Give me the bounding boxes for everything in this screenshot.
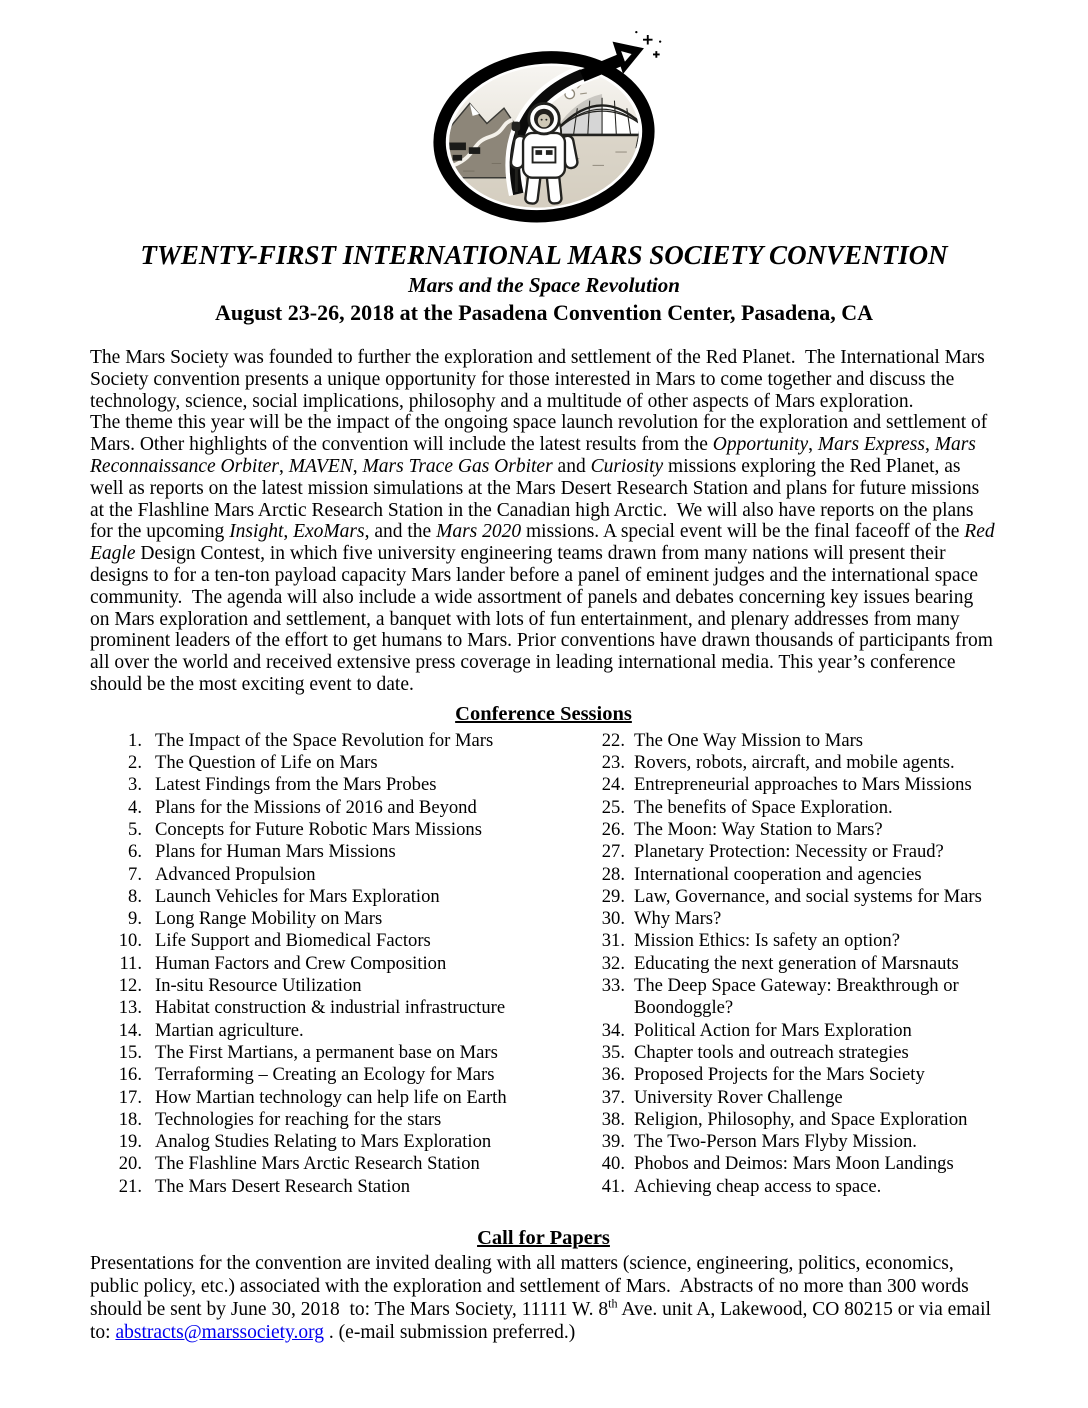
- session-number: 20.: [118, 1153, 142, 1175]
- session-number: 31.: [601, 930, 625, 952]
- session-number: 36.: [601, 1064, 625, 1086]
- session-item: [597, 1131, 997, 1153]
- session-title: Human Factors and Crew Composition: [155, 952, 447, 974]
- session-number: 27.: [601, 841, 625, 863]
- sessions-heading: Conference Sessions: [455, 702, 632, 725]
- session-number: 32.: [601, 952, 625, 974]
- session-item: [110, 975, 597, 997]
- page-title: TWENTY-FIRST INTERNATIONAL MARS SOCIETY CONVENTION: [140, 240, 948, 270]
- session-item: [597, 797, 997, 819]
- session-title: Advanced Propulsion: [155, 863, 316, 885]
- date-line: August 23-26, 2018 at the Pasadena Convention Center, Pasadena, CA: [215, 300, 873, 325]
- session-item: [110, 930, 597, 952]
- session-item: [110, 752, 597, 774]
- session-number: 16.: [118, 1064, 142, 1086]
- intro-paragraph-2: The theme this year will be the impact of the ongoing space launch revolution for the exploration and settlement of Mars. Other highlights of the convention will include the latest results from the Opportunity, Mars Express, Mars Reconnaissance Orbiter, MAVEN, Mars Trace Gas Orbiter and Curiosity missions exploring the Red Planet, as well as reports on the latest mission simulations at the Mars Desert Research Station and plans for future missions at the Flashline Mars Arctic Research Station in the Canadian high Arctic. We will also have reports on the plans for the upcoming Insight, ExoMars, and the Mars 2020 missions. A special event will be the final faceoff of the Red Eagle Design Contest, in which five university engineering teams drawn from many nations will present their designs to for a ten-ton payload capacity Mars lander before a panel of eminent judges and the international space community. The agenda will also include a wide assortment of panels and debates concerning key issues bearing on Mars exploration and settlement, a banquet with lots of fun entertainment, and plenary addresses from many prominent leaders of the effort to get humans to Mars. Prior conventions have drawn thousands of participants from all over the world and received extensive press coverage in leading international media. This year’s conference should be the most exciting event to date.: [90, 412, 1000, 695]
- session-item: [110, 797, 597, 819]
- session-item: [597, 975, 997, 1020]
- session-number: 6.: [128, 841, 142, 863]
- session-number: 12.: [118, 975, 142, 997]
- intro-paragraph-1: The Mars Society was founded to further the exploration and settlement of the Red Planet. The International Mars Society convention presents a unique opportunity for those interested in Mars to come together and discuss the technology, science, social implications, philosophy and a multitude of other aspects of Mars exploration.: [90, 347, 990, 412]
- session-title: University Rover Challenge: [634, 1086, 843, 1108]
- session-item: [110, 864, 597, 886]
- session-title: Phobos and Deimos: Mars Moon Landings: [634, 1153, 954, 1175]
- session-item: [110, 1109, 597, 1131]
- session-item: [597, 953, 997, 975]
- session-title: How Martian technology can help life on Earth: [155, 1086, 507, 1108]
- session-title: The Two-Person Mars Flyby Mission.: [634, 1131, 917, 1153]
- session-title: Rovers, robots, aircraft, and mobile agents.: [634, 752, 955, 774]
- session-title: Technologies for reaching for the stars: [155, 1108, 442, 1130]
- session-title: Educating the next generation of Marsnauts: [634, 952, 959, 974]
- session-title: Analog Studies Relating to Mars Exploration: [155, 1131, 492, 1153]
- session-item: [110, 908, 597, 930]
- session-title: Mission Ethics: Is safety an option?: [634, 930, 900, 952]
- mars-society-logo: [425, 20, 663, 226]
- session-item: [110, 1153, 597, 1175]
- session-item: [597, 752, 997, 774]
- session-title: Entrepreneurial approaches to Mars Missions: [634, 774, 972, 796]
- session-item: [597, 864, 997, 886]
- call-for-papers-heading: Call for Papers: [477, 1226, 610, 1249]
- session-title: The Deep Space Gateway: Breakthrough or Boondoggle?: [634, 975, 959, 1019]
- session-title: Proposed Projects for the Mars Society: [634, 1064, 925, 1086]
- session-title: The First Martians, a permanent base on Mars: [155, 1041, 498, 1063]
- session-number: 23.: [601, 752, 625, 774]
- session-title: Terraforming – Creating an Ecology for Mars: [155, 1064, 495, 1086]
- session-title: Achieving cheap access to space.: [634, 1175, 882, 1197]
- session-title: Law, Governance, and social systems for Mars: [634, 885, 982, 907]
- header: [0, 240, 1088, 326]
- session-title: Planetary Protection: Necessity or Fraud?: [634, 841, 944, 863]
- session-item: [110, 1087, 597, 1109]
- session-item: [110, 953, 597, 975]
- session-number: 21.: [118, 1175, 142, 1197]
- session-item: [110, 730, 597, 752]
- session-title: Latest Findings from the Mars Probes: [155, 774, 437, 796]
- session-item: [597, 908, 997, 930]
- session-title: Why Mars?: [634, 908, 722, 930]
- session-item: [110, 997, 597, 1019]
- session-title: Religion, Philosophy, and Space Exploration: [634, 1108, 968, 1130]
- call-for-papers-paragraph: Presentations for the convention are invited dealing with all matters (science, engineering, politics, economics, public policy, etc.) associated with the exploration and settlement of Mars. Abstracts of no more than 300 words should be sent by June 30, 2018 to: The Mars Society, 11111 W. 8th Ave. unit A, Lakewood, CO 80215 or via email to: abstracts@marssociety.org . (e-mail submission preferred.): [90, 1252, 996, 1343]
- session-item: [597, 886, 997, 908]
- session-number: 14.: [118, 1019, 142, 1041]
- session-item: [110, 1176, 597, 1198]
- session-number: 39.: [601, 1131, 625, 1153]
- page-subtitle: Mars and the Space Revolution: [408, 273, 680, 297]
- content-area: [0, 347, 1088, 1344]
- session-item: [597, 774, 997, 796]
- session-item: [597, 730, 997, 752]
- session-number: 37.: [601, 1086, 625, 1108]
- session-title: The Moon: Way Station to Mars?: [634, 818, 883, 840]
- session-number: 13.: [118, 997, 142, 1019]
- session-number: 11.: [119, 952, 142, 974]
- session-title: In-situ Resource Utilization: [155, 975, 362, 997]
- session-item: [110, 1020, 597, 1042]
- session-number: 4.: [128, 796, 142, 818]
- session-title: Life Support and Biomedical Factors: [155, 930, 431, 952]
- session-title: The Question of Life on Mars: [155, 752, 378, 774]
- session-title: Plans for the Missions of 2016 and Beyond: [155, 796, 477, 818]
- session-number: 34.: [601, 1019, 625, 1041]
- session-item: [597, 1109, 997, 1131]
- session-title: The Flashline Mars Arctic Research Station: [155, 1153, 480, 1175]
- session-number: 38.: [601, 1108, 625, 1130]
- sessions-column-left: [110, 730, 597, 1198]
- session-number: 22.: [601, 729, 625, 751]
- session-item: [597, 1153, 997, 1175]
- session-item: [597, 930, 997, 952]
- logo-container: [0, 0, 1088, 226]
- session-title: Chapter tools and outreach strategies: [634, 1041, 909, 1063]
- session-number: 35.: [601, 1041, 625, 1063]
- session-number: 18.: [118, 1108, 142, 1130]
- session-number: 28.: [601, 863, 625, 885]
- session-item: [597, 841, 997, 863]
- session-item: [110, 841, 597, 863]
- email-link[interactable]: abstracts@marssociety.org: [115, 1321, 325, 1343]
- session-number: 33.: [601, 975, 625, 997]
- session-title: International cooperation and agencies: [634, 863, 922, 885]
- session-number: 40.: [601, 1153, 625, 1175]
- session-item: [110, 1042, 597, 1064]
- session-number: 1.: [128, 729, 142, 751]
- session-item: [110, 1064, 597, 1086]
- session-item: [110, 886, 597, 908]
- session-title: Habitat construction & industrial infrastructure: [155, 997, 506, 1019]
- intro-section: [90, 347, 1000, 696]
- session-title: Long Range Mobility on Mars: [155, 908, 383, 930]
- session-number: 8.: [128, 885, 142, 907]
- sessions-column-right: [597, 730, 997, 1198]
- session-title: Concepts for Future Robotic Mars Missions: [155, 818, 482, 840]
- session-item: [110, 774, 597, 796]
- session-number: 2.: [128, 752, 142, 774]
- session-number: 9.: [128, 908, 142, 930]
- session-number: 19.: [118, 1131, 142, 1153]
- session-title: The One Way Mission to Mars: [634, 729, 864, 751]
- session-number: 5.: [128, 818, 142, 840]
- session-number: 41.: [601, 1175, 625, 1197]
- session-item: [597, 819, 997, 841]
- session-number: 25.: [601, 796, 625, 818]
- session-number: 7.: [128, 863, 142, 885]
- session-title: The Mars Desert Research Station: [155, 1175, 411, 1197]
- session-item: [110, 1131, 597, 1153]
- session-title: Political Action for Mars Exploration: [634, 1019, 912, 1041]
- session-number: 24.: [601, 774, 625, 796]
- session-item: [597, 1020, 997, 1042]
- session-item: [597, 1176, 997, 1198]
- session-number: 29.: [601, 885, 625, 907]
- session-title: Martian agriculture.: [155, 1019, 304, 1041]
- session-number: 10.: [118, 930, 142, 952]
- session-title: The Impact of the Space Revolution for Mars: [155, 729, 494, 751]
- session-item: [597, 1064, 997, 1086]
- session-number: 30.: [601, 908, 625, 930]
- session-item: [110, 819, 597, 841]
- session-title: The benefits of Space Exploration.: [634, 796, 893, 818]
- sessions-list: [90, 730, 997, 1198]
- session-number: 3.: [128, 774, 142, 796]
- session-number: 17.: [118, 1086, 142, 1108]
- session-number: 26.: [601, 818, 625, 840]
- session-item: [597, 1042, 997, 1064]
- session-item: [597, 1087, 997, 1109]
- session-number: 15.: [118, 1041, 142, 1063]
- session-title: Plans for Human Mars Missions: [155, 841, 396, 863]
- session-title: Launch Vehicles for Mars Exploration: [155, 885, 440, 907]
